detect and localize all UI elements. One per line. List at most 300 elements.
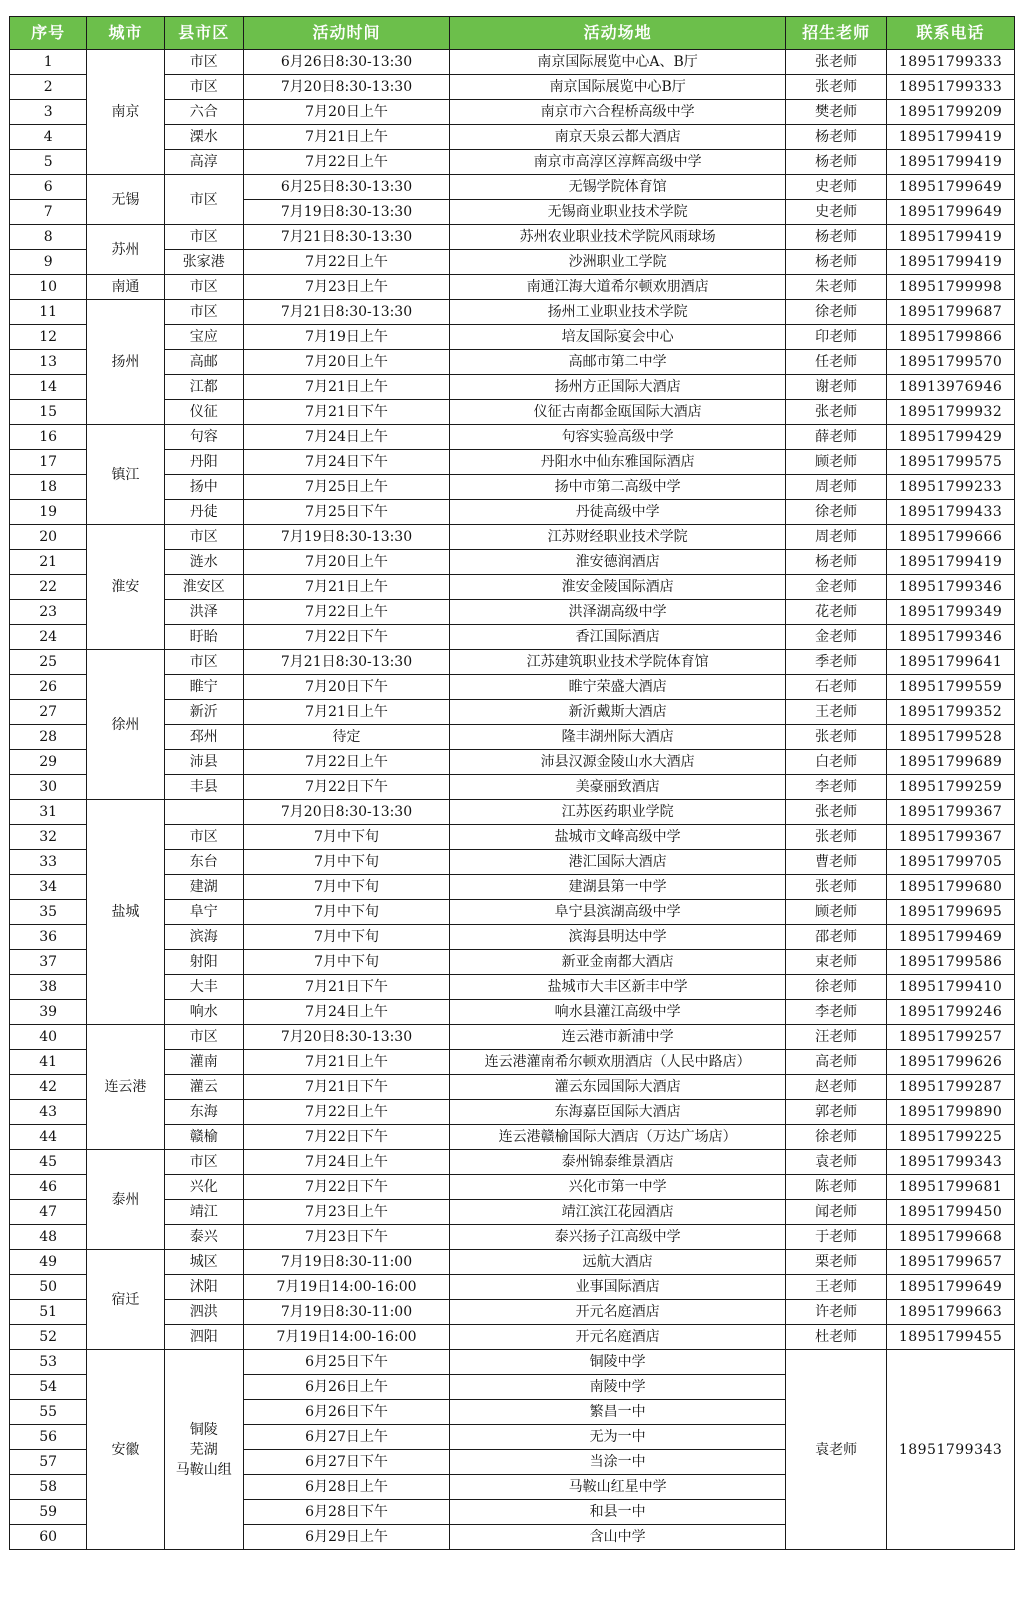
phone-cell: 18951799419 bbox=[887, 225, 1015, 250]
table-row bbox=[10, 50, 1015, 75]
activity-time-cell: 6月27日下午 bbox=[243, 1450, 449, 1475]
activity-time-cell: 7月22日上午 bbox=[243, 150, 449, 175]
venue-cell: 南京天泉云都大酒店 bbox=[450, 125, 786, 150]
phone-cell: 18951799932 bbox=[887, 400, 1015, 425]
row-number-cell: 24 bbox=[10, 625, 87, 650]
activity-time-cell: 7月25日上午 bbox=[243, 475, 449, 500]
district-cell: 市区 bbox=[164, 525, 243, 550]
activity-time-cell: 7月21日8:30-13:30 bbox=[243, 650, 449, 675]
venue-cell: 南京国际展览中心A、B厅 bbox=[450, 50, 786, 75]
venue-cell: 阜宁县滨湖高级中学 bbox=[450, 900, 786, 925]
phone-cell: 18951799367 bbox=[887, 825, 1015, 850]
venue-cell: 江苏财经职业技术学院 bbox=[450, 525, 786, 550]
activity-time-cell: 7月23日下午 bbox=[243, 1225, 449, 1250]
district-cell: 市区 bbox=[164, 825, 243, 850]
venue-cell: 业事国际酒店 bbox=[450, 1275, 786, 1300]
city-cell: 南通 bbox=[87, 275, 164, 300]
row-number-cell: 57 bbox=[10, 1450, 87, 1475]
venue-cell: 南京市六合程桥高级中学 bbox=[450, 100, 786, 125]
row-number-cell: 50 bbox=[10, 1275, 87, 1300]
activity-time-cell: 7月19日上午 bbox=[243, 325, 449, 350]
city-cell: 镇江 bbox=[87, 425, 164, 525]
row-number-cell: 54 bbox=[10, 1375, 87, 1400]
district-cell: 溧水 bbox=[164, 125, 243, 150]
phone-cell: 18951799352 bbox=[887, 700, 1015, 725]
enrollment-schedule-table bbox=[9, 16, 1015, 1550]
teacher-cell: 王老师 bbox=[786, 1275, 887, 1300]
phone-cell: 18951799663 bbox=[887, 1300, 1015, 1325]
teacher-cell: 顾老师 bbox=[786, 900, 887, 925]
teacher-cell: 任老师 bbox=[786, 350, 887, 375]
district-cell: 滨海 bbox=[164, 925, 243, 950]
venue-cell: 江苏建筑职业技术学院体育馆 bbox=[450, 650, 786, 675]
activity-time-cell: 7月21日上午 bbox=[243, 125, 449, 150]
activity-time-cell: 7月21日下午 bbox=[243, 975, 449, 1000]
city-cell: 淮安 bbox=[87, 525, 164, 650]
venue-cell: 南京市高淳区淳辉高级中学 bbox=[450, 150, 786, 175]
activity-time-cell: 7月20日8:30-13:30 bbox=[243, 800, 449, 825]
table-row bbox=[10, 525, 1015, 550]
phone-cell: 18951799695 bbox=[887, 900, 1015, 925]
venue-cell: 港汇国际大酒店 bbox=[450, 850, 786, 875]
header-venue: 活动场地 bbox=[450, 17, 786, 50]
row-number-cell: 38 bbox=[10, 975, 87, 1000]
activity-time-cell: 7月20日上午 bbox=[243, 550, 449, 575]
activity-time-cell: 7月22日上午 bbox=[243, 250, 449, 275]
teacher-cell: 束老师 bbox=[786, 950, 887, 975]
teacher-cell: 杨老师 bbox=[786, 125, 887, 150]
activity-time-cell: 7月22日上午 bbox=[243, 600, 449, 625]
activity-time-cell: 待定 bbox=[243, 725, 449, 750]
activity-time-cell: 7月20日8:30-13:30 bbox=[243, 1025, 449, 1050]
phone-cell: 18951799649 bbox=[887, 1275, 1015, 1300]
row-number-cell: 51 bbox=[10, 1300, 87, 1325]
city-cell: 苏州 bbox=[87, 225, 164, 275]
venue-cell: 扬中市第二高级中学 bbox=[450, 475, 786, 500]
district-cell: 泰兴 bbox=[164, 1225, 243, 1250]
district-cell: 扬中 bbox=[164, 475, 243, 500]
table-row bbox=[10, 1025, 1015, 1050]
header-phone: 联系电话 bbox=[887, 17, 1015, 50]
teacher-cell: 樊老师 bbox=[786, 100, 887, 125]
row-number-cell: 14 bbox=[10, 375, 87, 400]
district-cell: 新沂 bbox=[164, 700, 243, 725]
phone-cell: 18951799687 bbox=[887, 300, 1015, 325]
row-number-cell: 60 bbox=[10, 1525, 87, 1550]
teacher-cell: 张老师 bbox=[786, 75, 887, 100]
phone-cell: 18951799626 bbox=[887, 1050, 1015, 1075]
header-no: 序号 bbox=[10, 17, 87, 50]
table-row bbox=[10, 425, 1015, 450]
row-number-cell: 30 bbox=[10, 775, 87, 800]
phone-cell: 18951799575 bbox=[887, 450, 1015, 475]
teacher-cell: 徐老师 bbox=[786, 1125, 887, 1150]
activity-time-cell: 6月28日上午 bbox=[243, 1475, 449, 1500]
city-cell: 宿迁 bbox=[87, 1250, 164, 1350]
activity-time-cell: 6月26日下午 bbox=[243, 1400, 449, 1425]
activity-time-cell: 7月24日上午 bbox=[243, 1000, 449, 1025]
teacher-cell: 花老师 bbox=[786, 600, 887, 625]
activity-time-cell: 7月22日下午 bbox=[243, 625, 449, 650]
phone-cell: 18951799246 bbox=[887, 1000, 1015, 1025]
teacher-cell: 王老师 bbox=[786, 700, 887, 725]
activity-time-cell: 7月24日下午 bbox=[243, 450, 449, 475]
district-cell: 丹徒 bbox=[164, 500, 243, 525]
phone-cell: 18951799419 bbox=[887, 250, 1015, 275]
phone-cell: 18951799668 bbox=[887, 1225, 1015, 1250]
activity-time-cell: 7月25日下午 bbox=[243, 500, 449, 525]
venue-cell: 高邮市第二中学 bbox=[450, 350, 786, 375]
activity-time-cell: 7月中下旬 bbox=[243, 850, 449, 875]
row-number-cell: 12 bbox=[10, 325, 87, 350]
row-number-cell: 39 bbox=[10, 1000, 87, 1025]
teacher-cell: 朱老师 bbox=[786, 275, 887, 300]
phone-cell: 18951799649 bbox=[887, 200, 1015, 225]
row-number-cell: 3 bbox=[10, 100, 87, 125]
teacher-cell: 白老师 bbox=[786, 750, 887, 775]
row-number-cell: 27 bbox=[10, 700, 87, 725]
venue-cell: 香江国际酒店 bbox=[450, 625, 786, 650]
venue-cell: 盐城市文峰高级中学 bbox=[450, 825, 786, 850]
row-number-cell: 11 bbox=[10, 300, 87, 325]
teacher-cell: 闻老师 bbox=[786, 1200, 887, 1225]
header-teacher: 招生老师 bbox=[786, 17, 887, 50]
venue-cell: 盐城市大丰区新丰中学 bbox=[450, 975, 786, 1000]
district-cell: 邳州 bbox=[164, 725, 243, 750]
row-number-cell: 1 bbox=[10, 50, 87, 75]
header-time: 活动时间 bbox=[243, 17, 449, 50]
district-cell: 市区 bbox=[164, 1025, 243, 1050]
activity-time-cell: 6月26日上午 bbox=[243, 1375, 449, 1400]
teacher-cell: 杨老师 bbox=[786, 150, 887, 175]
activity-time-cell: 7月21日8:30-13:30 bbox=[243, 225, 449, 250]
venue-cell: 连云港赣榆国际大酒店（万达广场店） bbox=[450, 1125, 786, 1150]
phone-cell: 18951799346 bbox=[887, 575, 1015, 600]
venue-cell: 南通江海大道希尔顿欢朋酒店 bbox=[450, 275, 786, 300]
venue-cell: 无锡商业职业技术学院 bbox=[450, 200, 786, 225]
table-row bbox=[10, 650, 1015, 675]
teacher-cell: 张老师 bbox=[786, 800, 887, 825]
teacher-cell: 薛老师 bbox=[786, 425, 887, 450]
activity-time-cell: 7月21日下午 bbox=[243, 400, 449, 425]
row-number-cell: 31 bbox=[10, 800, 87, 825]
teacher-cell: 徐老师 bbox=[786, 500, 887, 525]
teacher-cell: 邵老师 bbox=[786, 925, 887, 950]
row-number-cell: 48 bbox=[10, 1225, 87, 1250]
phone-cell: 18951799333 bbox=[887, 75, 1015, 100]
phone-cell: 18951799689 bbox=[887, 750, 1015, 775]
district-cell: 洪泽 bbox=[164, 600, 243, 625]
district-cell: 丹阳 bbox=[164, 450, 243, 475]
district-cell: 句容 bbox=[164, 425, 243, 450]
phone-cell: 18951799559 bbox=[887, 675, 1015, 700]
activity-time-cell: 7月22日下午 bbox=[243, 775, 449, 800]
phone-cell: 18951799680 bbox=[887, 875, 1015, 900]
phone-cell: 18951799657 bbox=[887, 1250, 1015, 1275]
district-cell: 射阳 bbox=[164, 950, 243, 975]
teacher-cell: 杨老师 bbox=[786, 225, 887, 250]
table-body bbox=[10, 50, 1015, 1550]
phone-cell: 18951799450 bbox=[887, 1200, 1015, 1225]
teacher-cell: 李老师 bbox=[786, 1000, 887, 1025]
venue-cell: 扬州方正国际大酒店 bbox=[450, 375, 786, 400]
activity-time-cell: 7月19日14:00-16:00 bbox=[243, 1325, 449, 1350]
row-number-cell: 43 bbox=[10, 1100, 87, 1125]
venue-cell: 建湖县第一中学 bbox=[450, 875, 786, 900]
teacher-cell: 金老师 bbox=[786, 575, 887, 600]
district-cell: 涟水 bbox=[164, 550, 243, 575]
row-number-cell: 46 bbox=[10, 1175, 87, 1200]
activity-time-cell: 6月25日下午 bbox=[243, 1350, 449, 1375]
row-number-cell: 10 bbox=[10, 275, 87, 300]
phone-cell: 18951799367 bbox=[887, 800, 1015, 825]
row-number-cell: 13 bbox=[10, 350, 87, 375]
row-number-cell: 56 bbox=[10, 1425, 87, 1450]
district-cell: 赣榆 bbox=[164, 1125, 243, 1150]
district-cell: 市区 bbox=[164, 650, 243, 675]
teacher-cell: 金老师 bbox=[786, 625, 887, 650]
row-number-cell: 25 bbox=[10, 650, 87, 675]
teacher-cell: 李老师 bbox=[786, 775, 887, 800]
row-number-cell: 2 bbox=[10, 75, 87, 100]
header-district: 县市区 bbox=[164, 17, 243, 50]
row-number-cell: 44 bbox=[10, 1125, 87, 1150]
phone-cell: 18951799641 bbox=[887, 650, 1015, 675]
phone-cell: 18951799343 bbox=[887, 1150, 1015, 1175]
activity-time-cell: 6月26日8:30-13:30 bbox=[243, 50, 449, 75]
phone-cell: 18951799349 bbox=[887, 600, 1015, 625]
activity-time-cell: 6月25日8:30-13:30 bbox=[243, 175, 449, 200]
activity-time-cell: 6月29日上午 bbox=[243, 1525, 449, 1550]
district-cell: 高淳 bbox=[164, 150, 243, 175]
activity-time-cell: 7月21日8:30-13:30 bbox=[243, 300, 449, 325]
row-number-cell: 55 bbox=[10, 1400, 87, 1425]
phone-cell: 18951799705 bbox=[887, 850, 1015, 875]
venue-cell: 无锡学院体育馆 bbox=[450, 175, 786, 200]
activity-time-cell: 7月中下旬 bbox=[243, 950, 449, 975]
phone-cell: 18951799890 bbox=[887, 1100, 1015, 1125]
row-number-cell: 18 bbox=[10, 475, 87, 500]
venue-cell: 马鞍山红星中学 bbox=[450, 1475, 786, 1500]
activity-time-cell: 6月27日上午 bbox=[243, 1425, 449, 1450]
activity-time-cell: 7月22日下午 bbox=[243, 1125, 449, 1150]
header-row bbox=[10, 17, 1015, 50]
phone-cell: 18951799233 bbox=[887, 475, 1015, 500]
row-number-cell: 53 bbox=[10, 1350, 87, 1375]
phone-cell: 18951799866 bbox=[887, 325, 1015, 350]
venue-cell: 苏州农业职业技术学院风雨球场 bbox=[450, 225, 786, 250]
activity-time-cell: 7月19日8:30-13:30 bbox=[243, 200, 449, 225]
venue-cell: 滨海县明达中学 bbox=[450, 925, 786, 950]
phone-cell: 18951799209 bbox=[887, 100, 1015, 125]
district-cell: 市区 bbox=[164, 300, 243, 325]
venue-cell: 泰兴扬子江高级中学 bbox=[450, 1225, 786, 1250]
teacher-cell: 郭老师 bbox=[786, 1100, 887, 1125]
row-number-cell: 37 bbox=[10, 950, 87, 975]
district-cell: 江都 bbox=[164, 375, 243, 400]
venue-cell: 灌云东园国际大酒店 bbox=[450, 1075, 786, 1100]
phone-cell: 18951799333 bbox=[887, 50, 1015, 75]
venue-cell: 东海嘉臣国际大酒店 bbox=[450, 1100, 786, 1125]
activity-time-cell: 7月19日8:30-13:30 bbox=[243, 525, 449, 550]
district-cell: 市区 bbox=[164, 225, 243, 250]
row-number-cell: 32 bbox=[10, 825, 87, 850]
district-cell: 盱眙 bbox=[164, 625, 243, 650]
phone-cell: 18951799410 bbox=[887, 975, 1015, 1000]
row-number-cell: 17 bbox=[10, 450, 87, 475]
venue-cell: 开元名庭酒店 bbox=[450, 1300, 786, 1325]
phone-cell: 18951799681 bbox=[887, 1175, 1015, 1200]
phone-cell: 18951799433 bbox=[887, 500, 1015, 525]
venue-cell: 睢宁荣盛大酒店 bbox=[450, 675, 786, 700]
venue-cell: 开元名庭酒店 bbox=[450, 1325, 786, 1350]
teacher-cell: 杜老师 bbox=[786, 1325, 887, 1350]
activity-time-cell: 7月20日8:30-13:30 bbox=[243, 75, 449, 100]
row-number-cell: 9 bbox=[10, 250, 87, 275]
city-cell: 南京 bbox=[87, 50, 164, 175]
venue-cell: 句容实验高级中学 bbox=[450, 425, 786, 450]
activity-time-cell: 7月22日上午 bbox=[243, 1100, 449, 1125]
teacher-cell: 周老师 bbox=[786, 525, 887, 550]
district-cell: 城区 bbox=[164, 1250, 243, 1275]
venue-cell: 仪征古南都金瓯国际大酒店 bbox=[450, 400, 786, 425]
venue-cell: 当涂一中 bbox=[450, 1450, 786, 1475]
venue-cell: 泰州锦泰维景酒店 bbox=[450, 1150, 786, 1175]
row-number-cell: 23 bbox=[10, 600, 87, 625]
venue-cell: 远航大酒店 bbox=[450, 1250, 786, 1275]
row-number-cell: 6 bbox=[10, 175, 87, 200]
activity-time-cell: 7月22日下午 bbox=[243, 1175, 449, 1200]
activity-time-cell: 7月20日上午 bbox=[243, 100, 449, 125]
phone-cell: 18951799419 bbox=[887, 150, 1015, 175]
row-number-cell: 36 bbox=[10, 925, 87, 950]
district-cell: 灌云 bbox=[164, 1075, 243, 1100]
district-cell: 响水 bbox=[164, 1000, 243, 1025]
activity-time-cell: 6月28日下午 bbox=[243, 1500, 449, 1525]
city-cell: 连云港 bbox=[87, 1025, 164, 1150]
phone-cell: 18951799419 bbox=[887, 550, 1015, 575]
row-number-cell: 8 bbox=[10, 225, 87, 250]
teacher-cell: 杨老师 bbox=[786, 250, 887, 275]
teacher-cell: 张老师 bbox=[786, 400, 887, 425]
teacher-cell: 袁老师 bbox=[786, 1350, 887, 1550]
activity-time-cell: 7月中下旬 bbox=[243, 925, 449, 950]
district-cell: 市区 bbox=[164, 75, 243, 100]
table-row bbox=[10, 225, 1015, 250]
phone-cell: 18951799343 bbox=[887, 1350, 1015, 1550]
row-number-cell: 22 bbox=[10, 575, 87, 600]
teacher-cell: 袁老师 bbox=[786, 1150, 887, 1175]
district-cell: 市区 bbox=[164, 275, 243, 300]
teacher-cell: 石老师 bbox=[786, 675, 887, 700]
teacher-cell: 赵老师 bbox=[786, 1075, 887, 1100]
teacher-cell: 杨老师 bbox=[786, 550, 887, 575]
activity-time-cell: 7月20日上午 bbox=[243, 350, 449, 375]
district-cell: 东台 bbox=[164, 850, 243, 875]
district-cell: 宝应 bbox=[164, 325, 243, 350]
district-cell: 市区 bbox=[164, 1150, 243, 1175]
activity-time-cell: 7月21日上午 bbox=[243, 575, 449, 600]
row-number-cell: 40 bbox=[10, 1025, 87, 1050]
district-cell: 张家港 bbox=[164, 250, 243, 275]
teacher-cell: 顾老师 bbox=[786, 450, 887, 475]
venue-cell: 新沂戴斯大酒店 bbox=[450, 700, 786, 725]
row-number-cell: 29 bbox=[10, 750, 87, 775]
teacher-cell: 徐老师 bbox=[786, 975, 887, 1000]
venue-cell: 丹阳水中仙东雅国际酒店 bbox=[450, 450, 786, 475]
teacher-cell: 谢老师 bbox=[786, 375, 887, 400]
teacher-cell: 汪老师 bbox=[786, 1025, 887, 1050]
teacher-cell: 曹老师 bbox=[786, 850, 887, 875]
venue-cell: 铜陵中学 bbox=[450, 1350, 786, 1375]
city-cell: 安徽 bbox=[87, 1350, 164, 1550]
phone-cell: 18951799666 bbox=[887, 525, 1015, 550]
table-row bbox=[10, 275, 1015, 300]
district-cell: 泗洪 bbox=[164, 1300, 243, 1325]
district-cell: 兴化 bbox=[164, 1175, 243, 1200]
venue-cell: 连云港市新浦中学 bbox=[450, 1025, 786, 1050]
row-number-cell: 19 bbox=[10, 500, 87, 525]
phone-cell: 18951799346 bbox=[887, 625, 1015, 650]
district-cell: 大丰 bbox=[164, 975, 243, 1000]
teacher-cell: 印老师 bbox=[786, 325, 887, 350]
phone-cell: 18951799259 bbox=[887, 775, 1015, 800]
phone-cell: 18913976946 bbox=[887, 375, 1015, 400]
district-cell: 高邮 bbox=[164, 350, 243, 375]
teacher-cell: 张老师 bbox=[786, 725, 887, 750]
city-cell: 泰州 bbox=[87, 1150, 164, 1250]
table-row bbox=[10, 175, 1015, 200]
row-number-cell: 20 bbox=[10, 525, 87, 550]
teacher-cell: 许老师 bbox=[786, 1300, 887, 1325]
venue-cell: 含山中学 bbox=[450, 1525, 786, 1550]
row-number-cell: 34 bbox=[10, 875, 87, 900]
row-number-cell: 26 bbox=[10, 675, 87, 700]
row-number-cell: 49 bbox=[10, 1250, 87, 1275]
phone-cell: 18951799570 bbox=[887, 350, 1015, 375]
activity-time-cell: 7月21日上午 bbox=[243, 1050, 449, 1075]
activity-time-cell: 7月24日上午 bbox=[243, 1150, 449, 1175]
venue-cell: 无为一中 bbox=[450, 1425, 786, 1450]
activity-time-cell: 7月20日下午 bbox=[243, 675, 449, 700]
phone-cell: 18951799287 bbox=[887, 1075, 1015, 1100]
teacher-cell: 于老师 bbox=[786, 1225, 887, 1250]
phone-cell: 18951799586 bbox=[887, 950, 1015, 975]
district-cell: 睢宁 bbox=[164, 675, 243, 700]
row-number-cell: 59 bbox=[10, 1500, 87, 1525]
table-row bbox=[10, 1150, 1015, 1175]
venue-cell: 靖江滨江花园酒店 bbox=[450, 1200, 786, 1225]
teacher-cell: 陈老师 bbox=[786, 1175, 887, 1200]
row-number-cell: 5 bbox=[10, 150, 87, 175]
teacher-cell: 张老师 bbox=[786, 825, 887, 850]
city-cell: 无锡 bbox=[87, 175, 164, 225]
header-city: 城市 bbox=[87, 17, 164, 50]
venue-cell: 繁昌一中 bbox=[450, 1400, 786, 1425]
phone-cell: 18951799257 bbox=[887, 1025, 1015, 1050]
district-cell: 沭阳 bbox=[164, 1275, 243, 1300]
row-number-cell: 47 bbox=[10, 1200, 87, 1225]
row-number-cell: 41 bbox=[10, 1050, 87, 1075]
city-cell: 盐城 bbox=[87, 800, 164, 1025]
activity-time-cell: 7月19日8:30-11:00 bbox=[243, 1250, 449, 1275]
venue-cell: 江苏医药职业学院 bbox=[450, 800, 786, 825]
district-cell: 铜陵 芜湖 马鞍山组 bbox=[164, 1350, 243, 1550]
district-cell: 泗阳 bbox=[164, 1325, 243, 1350]
phone-cell: 18951799469 bbox=[887, 925, 1015, 950]
row-number-cell: 16 bbox=[10, 425, 87, 450]
table-row bbox=[10, 1250, 1015, 1275]
